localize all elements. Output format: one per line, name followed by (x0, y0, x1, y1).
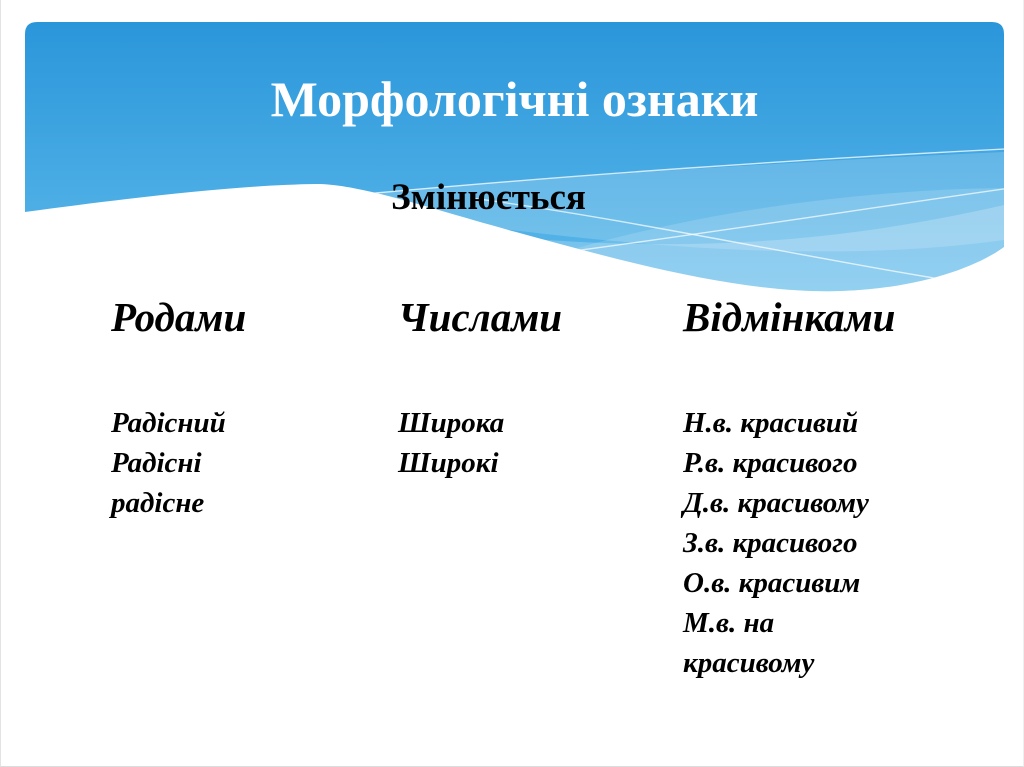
slide-subtitle: Змінюється (391, 177, 586, 218)
column-header-label: Родами (111, 294, 247, 340)
column-header-genders (111, 293, 246, 341)
example-line: Радісний (111, 407, 226, 439)
example-line: красивому (683, 647, 815, 679)
example-line: Д.в. красивому (683, 487, 869, 519)
example-line: Широкі (398, 447, 499, 479)
column-body-cases (683, 403, 869, 683)
column-body-genders (111, 403, 226, 523)
column-header-label: Числами (398, 294, 563, 340)
example-line: радісне (111, 487, 205, 519)
example-line: Н.в. красивий (683, 407, 859, 439)
example-line: Широка (398, 407, 505, 439)
example-line: З.в. красивого (683, 527, 858, 559)
example-line: М.в. на (683, 607, 775, 639)
example-line: О.в. красивим (683, 567, 861, 599)
column-header-numbers (398, 293, 562, 341)
column-header-label: Відмінками (683, 294, 896, 340)
column-body-numbers (398, 403, 504, 483)
header-wave-graphic (1, 0, 1024, 310)
column-header-cases (683, 293, 895, 341)
example-line: Р.в. красивого (683, 447, 858, 479)
slide-title: Морфологічні ознаки (270, 71, 759, 127)
example-line: Радісні (111, 447, 202, 479)
